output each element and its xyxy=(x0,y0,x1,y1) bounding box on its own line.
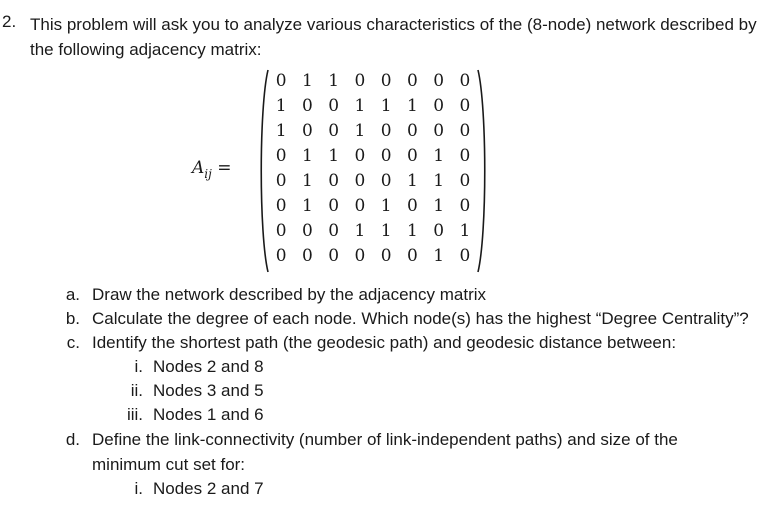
matrix-cell: 0 xyxy=(459,146,471,166)
part-text: Define the link-connectivity (number of link-independent paths) and size of the xyxy=(92,430,678,449)
matrix-cell: 0 xyxy=(406,146,418,166)
matrix-cell: 1 xyxy=(433,196,445,216)
matrix-cell: 1 xyxy=(354,121,366,141)
matrix-cell: 0 xyxy=(328,196,340,216)
matrix-cell: 0 xyxy=(433,96,445,116)
matrix-cell: 0 xyxy=(406,196,418,216)
matrix-cell: 0 xyxy=(459,196,471,216)
matrix-cell: 0 xyxy=(433,221,445,241)
matrix-cell: 1 xyxy=(301,71,313,91)
matrix-cell: 0 xyxy=(275,71,287,91)
matrix-cell: 0 xyxy=(354,196,366,216)
matrix-cell: 0 xyxy=(433,121,445,141)
matrix-cell: 1 xyxy=(406,96,418,116)
part-text: minimum cut set for: xyxy=(92,455,246,474)
matrix-cell: 1 xyxy=(275,121,287,141)
part-text: Calculate the degree of each node. Which node(s) has the highest “Degree Centrality”? xyxy=(92,309,749,328)
part-label: i. xyxy=(134,357,143,376)
matrix-cell: 0 xyxy=(275,246,287,266)
matrix-cell: 0 xyxy=(406,246,418,266)
matrix-symbol: A xyxy=(192,158,205,178)
matrix-cell: 1 xyxy=(459,221,471,241)
matrix-cell: 1 xyxy=(275,96,287,116)
matrix-cell: 0 xyxy=(380,171,392,191)
matrix-cell: 1 xyxy=(406,171,418,191)
matrix-cell: 1 xyxy=(301,146,313,166)
matrix-cell: 0 xyxy=(328,96,340,116)
matrix-cell: 1 xyxy=(433,146,445,166)
adjacency-matrix xyxy=(256,68,490,274)
matrix-cell: 0 xyxy=(301,221,313,241)
matrix-cell: 0 xyxy=(380,246,392,266)
part-text: Identify the shortest path (the geodesic path) and geodesic distance between: xyxy=(92,333,677,352)
matrix-cell: 0 xyxy=(459,71,471,91)
matrix-cell: 1 xyxy=(354,96,366,116)
matrix-cell: 1 xyxy=(328,71,340,91)
matrix-cell: 0 xyxy=(406,71,418,91)
matrix-cell: 0 xyxy=(354,146,366,166)
right-parenthesis xyxy=(476,68,490,274)
question-number: 2. xyxy=(2,12,17,31)
part-label: iii. xyxy=(126,405,143,424)
matrix-cell: 0 xyxy=(328,171,340,191)
matrix-cell: 1 xyxy=(354,221,366,241)
part-text: Nodes 2 and 7 xyxy=(153,479,264,498)
part-label: ii. xyxy=(130,381,143,400)
matrix-cell: 0 xyxy=(459,96,471,116)
matrix-cell: 0 xyxy=(406,121,418,141)
matrix-cell: 1 xyxy=(301,171,313,191)
part-label: b. xyxy=(65,309,80,328)
matrix-cell: 0 xyxy=(301,246,313,266)
matrix-cell: 0 xyxy=(459,246,471,266)
matrix-cell: 0 xyxy=(380,121,392,141)
matrix-cell: 0 xyxy=(380,146,392,166)
matrix-cell: 1 xyxy=(406,221,418,241)
part-label: c. xyxy=(66,333,80,352)
matrix-cell: 0 xyxy=(275,171,287,191)
matrix-cell: 0 xyxy=(433,71,445,91)
equals-sign: = xyxy=(217,158,232,178)
matrix-cell: 1 xyxy=(380,196,392,216)
matrix-cell: 1 xyxy=(301,196,313,216)
matrix-cell: 0 xyxy=(275,196,287,216)
part-text: Nodes 2 and 8 xyxy=(153,357,264,376)
matrix-cell: 0 xyxy=(275,221,287,241)
matrix-cell: 0 xyxy=(328,246,340,266)
matrix-cell: 1 xyxy=(328,146,340,166)
part-label: a. xyxy=(65,285,80,304)
matrix-cell: 1 xyxy=(433,246,445,266)
part-text: Nodes 3 and 5 xyxy=(153,381,264,400)
matrix-cell: 0 xyxy=(354,246,366,266)
matrix-grid xyxy=(268,71,478,271)
matrix-cell: 0 xyxy=(328,221,340,241)
matrix-cell: 0 xyxy=(354,71,366,91)
matrix-cell: 0 xyxy=(354,171,366,191)
matrix-cell: 1 xyxy=(433,171,445,191)
matrix-cell: 1 xyxy=(380,221,392,241)
matrix-subscript: ij xyxy=(204,167,212,181)
matrix-cell: 0 xyxy=(301,121,313,141)
matrix-cell: 0 xyxy=(459,121,471,141)
matrix-cell: 0 xyxy=(301,96,313,116)
part-label: i. xyxy=(134,479,143,498)
part-label: d. xyxy=(65,430,80,449)
matrix-cell: 0 xyxy=(459,171,471,191)
matrix-cell: 0 xyxy=(328,121,340,141)
part-text: Draw the network described by the adjacency matrix xyxy=(92,285,487,304)
matrix-cell: 0 xyxy=(380,71,392,91)
matrix-cell: 1 xyxy=(380,96,392,116)
matrix-lhs xyxy=(192,158,232,181)
part-text: Nodes 1 and 6 xyxy=(153,405,264,424)
question-intro: This problem will ask you to analyze various characteristics of the (8-node) network described by the following adjacency matrix: xyxy=(30,15,757,59)
matrix-cell: 0 xyxy=(275,146,287,166)
